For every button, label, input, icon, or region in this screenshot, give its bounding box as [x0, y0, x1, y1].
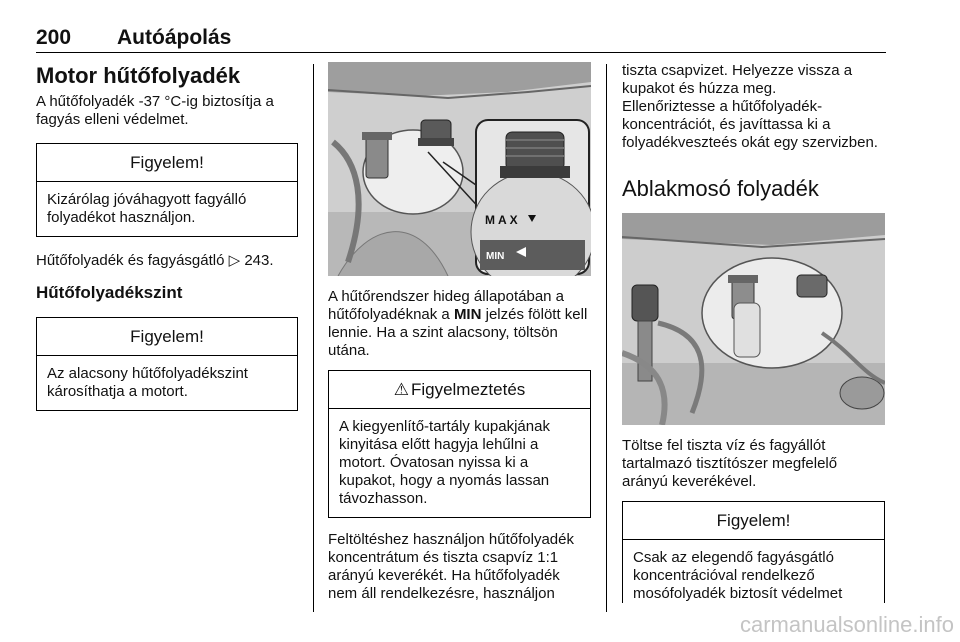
coolant-reservoir-illustration	[328, 62, 591, 276]
para-part-1: A hűtőrendszer hideg állapotában a hűtőfolyadéknak a	[328, 288, 565, 323]
column-1	[36, 62, 298, 411]
warning-box	[328, 370, 591, 518]
notice-heading-1: Figyelem!	[37, 144, 297, 182]
notice-body-1: Kizárólag jóváhagyott fagyálló folyadékot használjon.	[47, 191, 247, 226]
notice-body-3: Csak az elegendő fagyásgátló koncentrációval rendelkező mosófolyadék biztosít védelmet	[633, 549, 843, 602]
page-ref-arrow-glyph: ▷	[228, 252, 241, 269]
column-divider-2	[606, 64, 607, 612]
notice-heading-3: Figyelem!	[623, 502, 884, 540]
coolant-title: Motor hűtőfolyadék	[36, 63, 241, 88]
notice-box-1	[36, 143, 298, 237]
page-header	[36, 26, 886, 53]
watermark: carmanualsonline.info	[739, 612, 954, 637]
tap-water-paragraph: tiszta csapvizet. Helyezze vissza a kupakot és húzza meg.	[622, 62, 853, 97]
warning-body: A kiegyenlítő-tartály kupakjának kinyitása előtt hagyja lehűlni a motort. Óvatosan nyissa ki a kupakot, hogy a nyomás lassan távozhasson.	[339, 418, 550, 507]
column-divider-1	[313, 64, 314, 612]
max-label: MAX	[485, 213, 521, 227]
para-part-2: jelzés fölött kell lennie. Ha a szint alacsony, töltsön utána.	[328, 306, 588, 359]
coolant-level-paragraph	[328, 288, 591, 360]
washer-reservoir-illustration	[622, 213, 885, 425]
min-mark-bold: MIN	[453, 306, 482, 323]
section-title: Autóápolás	[117, 26, 232, 49]
notice-body-2: Az alacsony hűtőfolyadékszint károsíthatja a motort.	[47, 365, 248, 400]
inspection-paragraph: Ellenőriztesse a hűtőfolyadék-koncentrációt, és javíttassa ki a folyadékveszteés okát egy szervizben.	[622, 98, 878, 151]
column-3	[622, 62, 885, 603]
warning-triangle-icon: ⚠	[393, 380, 409, 399]
column-2	[328, 62, 591, 603]
notice-box-2	[36, 317, 298, 411]
min-label: MIN	[486, 251, 505, 262]
refill-paragraph: Feltöltéshez használjon hűtőfolyadék koncentrátum és tiszta csapvíz 1:1 arányú keverékét. Ha hűtőfolyadék nem áll rendelkezésre, használjon	[328, 531, 574, 602]
washer-fill-paragraph: Töltse fel tiszta víz és fagyállót tartalmazó tisztítószer megfelelő arányú keverékével.	[622, 437, 838, 490]
coolant-level-subtitle: Hűtőfolyadékszint	[36, 283, 183, 302]
page-number: 200	[36, 26, 72, 49]
warning-heading-text: Figyelmeztetés	[410, 380, 526, 399]
washer-fluid-title: Ablakmosó folyadék	[622, 176, 819, 201]
notice-heading-2: Figyelem!	[37, 318, 297, 356]
reference-page: 243.	[244, 252, 274, 269]
notice-box-3	[622, 501, 885, 603]
coolant-intro: A hűtőfolyadék -37 °C-ig biztosítja a fagyás elleni védelmet.	[36, 93, 274, 128]
reference-line	[36, 252, 298, 270]
reference-text: Hűtőfolyadék és fagyásgátló	[36, 252, 225, 269]
warning-heading	[329, 371, 590, 409]
